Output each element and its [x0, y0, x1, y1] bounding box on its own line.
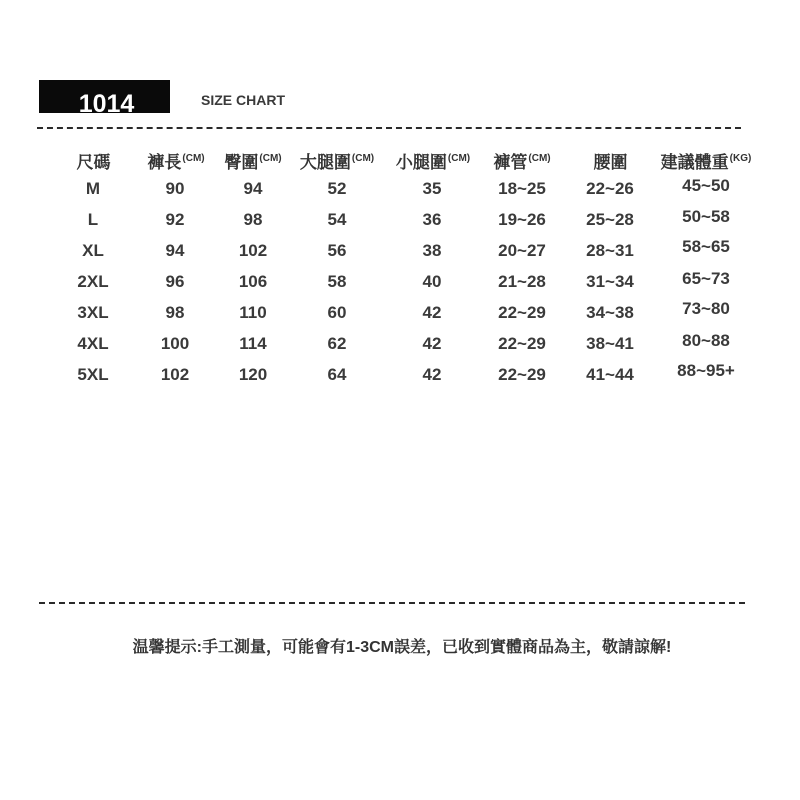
cell-thigh: 58: [327, 272, 347, 291]
column-header-thigh: 大腿圍$^{(CM)}$: [299, 153, 375, 172]
cell-pants-length: 90: [165, 179, 185, 198]
cell-suggested-weight: 73~80: [682, 299, 730, 318]
cell-waist: 31~34: [586, 272, 634, 291]
cell-pants-length: 94: [165, 241, 185, 260]
cell-leg-opening: 20~27: [498, 241, 546, 260]
cell-thigh: 56: [327, 241, 347, 260]
cell-thigh: 62: [327, 334, 347, 353]
column-header-waist: 腰圍: [593, 153, 628, 172]
cell-waist: 25~28: [586, 210, 634, 229]
model-number-badge: [39, 80, 170, 118]
cell-waist: 34~38: [586, 303, 634, 322]
cell-suggested-weight: 58~65: [682, 237, 730, 256]
cell-calf: 42: [422, 365, 442, 384]
cell-suggested-weight: 88~95+: [677, 361, 735, 380]
column-header-calf: 小腿圍$^{(CM)}$: [395, 153, 471, 172]
cell-leg-opening: 19~26: [498, 210, 546, 229]
cell-size: 4XL: [77, 334, 109, 353]
cell-leg-opening: 22~29: [498, 303, 546, 322]
cell-pants-length: 100: [160, 334, 190, 353]
cell-hip: 98: [243, 210, 263, 229]
cell-thigh: 54: [327, 210, 347, 229]
cell-leg-opening: 22~29: [498, 334, 546, 353]
top-divider: [37, 127, 741, 129]
cell-size: L: [87, 210, 99, 229]
cell-calf: 35: [422, 179, 442, 198]
cell-waist: 28~31: [586, 241, 634, 260]
cell-suggested-weight: 65~73: [682, 269, 730, 288]
cell-leg-opening: 22~29: [498, 365, 546, 384]
cell-waist: 41~44: [586, 365, 634, 384]
cell-waist: 22~26: [586, 179, 634, 198]
chart-title: SIZE CHART: [201, 92, 285, 108]
cell-calf: 42: [422, 303, 442, 322]
cell-calf: 40: [422, 272, 442, 291]
cell-thigh: 64: [327, 365, 347, 384]
cell-size: 5XL: [77, 365, 109, 384]
column-header-size: 尺碼: [76, 153, 111, 172]
cell-pants-length: 98: [165, 303, 185, 322]
cell-thigh: 52: [327, 179, 347, 198]
cell-hip: 110: [239, 303, 267, 322]
cell-size: 2XL: [77, 272, 109, 291]
model-number: 1014: [78, 90, 135, 118]
cell-calf: 36: [422, 210, 442, 229]
bottom-divider: [39, 602, 745, 604]
cell-hip: 94: [243, 179, 263, 198]
cell-hip: 120: [238, 365, 268, 384]
column-header-suggested-weight: 建議體重$^{(KG)}$: [660, 153, 752, 172]
measurement-notice: 温馨提示:手工測量，可能會有1-3CM誤差，已收到實體商品為主，敬請諒解!: [132, 639, 672, 656]
cell-calf: 42: [422, 334, 442, 353]
cell-thigh: 60: [327, 303, 347, 322]
cell-size: XL: [82, 241, 104, 260]
cell-leg-opening: 18~25: [498, 179, 546, 198]
cell-pants-length: 96: [165, 272, 185, 291]
column-header-hip: 臀圍$^{(CM)}$: [224, 153, 282, 172]
cell-waist: 38~41: [586, 334, 634, 353]
cell-calf: 38: [422, 241, 442, 260]
cell-suggested-weight: 45~50: [682, 176, 730, 195]
cell-suggested-weight: 80~88: [682, 331, 730, 350]
cell-pants-length: 102: [160, 365, 190, 384]
column-header-pants-length: 褲長$^{(CM)}$: [147, 153, 205, 172]
column-header-leg-opening: 褲管$^{(CM)}$: [493, 153, 551, 172]
cell-leg-opening: 21~28: [498, 272, 546, 291]
cell-size: 3XL: [77, 303, 109, 322]
cell-suggested-weight: 50~58: [682, 207, 730, 226]
cell-hip: 114: [239, 334, 267, 353]
cell-hip: 106: [238, 272, 268, 291]
cell-size: M: [85, 179, 101, 198]
cell-pants-length: 92: [165, 210, 185, 229]
cell-hip: 102: [238, 241, 268, 260]
